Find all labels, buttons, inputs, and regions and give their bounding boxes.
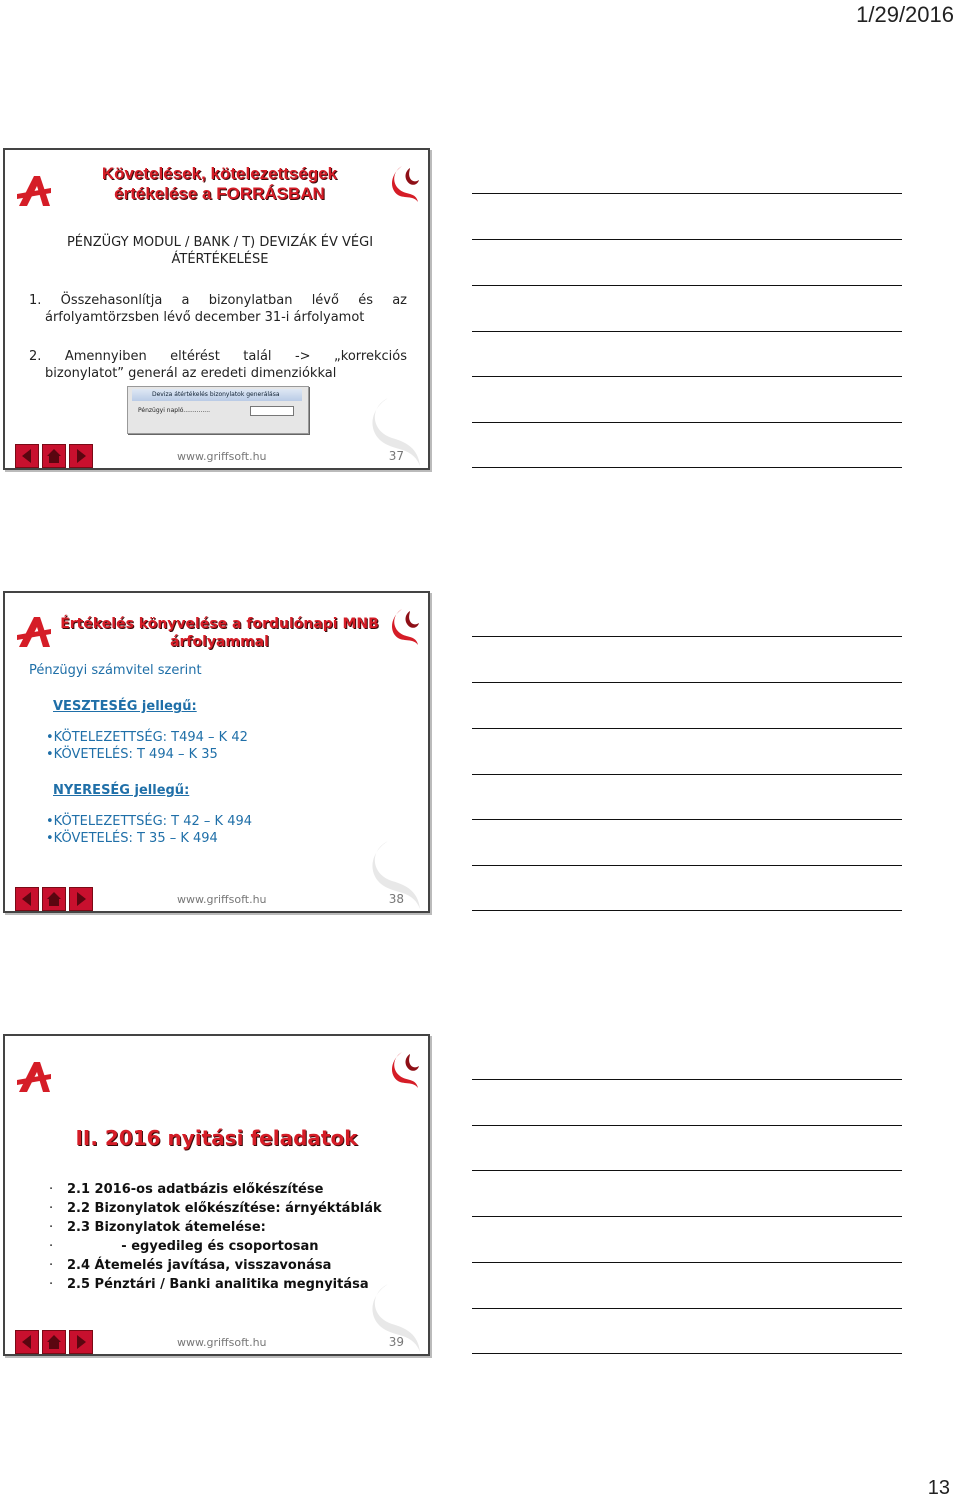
slide-number: 37 xyxy=(388,449,404,463)
dialog-field-label: Pénzügyi napló.............. xyxy=(138,407,211,414)
bullet-icon: · xyxy=(49,1239,54,1254)
list-item-line2: bizonylatot” generál az eredeti dimenziókkal xyxy=(45,366,337,381)
slide-number: 39 xyxy=(388,1335,404,1349)
prev-button[interactable] xyxy=(15,1330,39,1354)
home-icon xyxy=(43,888,65,910)
page-number: 13 xyxy=(927,1477,950,1499)
dialog-field-input[interactable] xyxy=(250,406,294,416)
note-line xyxy=(472,682,902,683)
menu-path-line2: ÁTÉRTÉKELÉSE xyxy=(171,252,269,267)
prev-arrow-icon xyxy=(16,888,38,910)
gain-list xyxy=(46,813,252,847)
list-item-line1: 2. Amennyiben eltérést talál -> „korrekciós xyxy=(29,349,407,364)
note-line xyxy=(472,1353,902,1354)
slide-subtitle: Pénzügyi számvitel szerint xyxy=(29,663,202,678)
list-item: · - egyedileg és csoportosan xyxy=(49,1239,319,1254)
slide-title xyxy=(55,164,384,204)
slide-title xyxy=(55,615,384,651)
list-item: · 2.2 Bizonylatok előkészítése: árnyéktáblák xyxy=(49,1201,382,1216)
slide-number: 38 xyxy=(388,892,404,906)
slide-title-line1: Értékelés könyvelése a fordulónapi MNB xyxy=(60,616,379,632)
note-line xyxy=(472,285,902,286)
page-date: 1/29/2016 xyxy=(856,2,954,27)
slide-title-line2: árfolyammal xyxy=(170,634,269,650)
note-line xyxy=(472,819,902,820)
home-button[interactable] xyxy=(42,444,66,468)
griffsoft-a-logo xyxy=(15,172,53,210)
dialog-screenshot xyxy=(127,386,309,434)
footer-url[interactable]: www.griffsoft.hu xyxy=(177,450,267,463)
prev-button[interactable] xyxy=(15,887,39,911)
list-item xyxy=(29,292,407,326)
note-line xyxy=(472,331,902,332)
bullet-icon: · xyxy=(49,1220,54,1235)
next-button[interactable] xyxy=(69,444,93,468)
note-line xyxy=(472,636,902,637)
menu-path xyxy=(35,234,405,268)
note-line xyxy=(472,1079,902,1080)
note-line xyxy=(472,1262,902,1263)
list-item: · 2.3 Bizonylatok átemelése: xyxy=(49,1220,266,1235)
note-line xyxy=(472,376,902,377)
list-item: •KÖTELEZETTSÉG: T 42 – K 494 xyxy=(46,814,253,829)
footer-url[interactable]: www.griffsoft.hu xyxy=(177,1336,267,1349)
note-line xyxy=(472,774,902,775)
menu-path-line1: PÉNZÜGY MODUL / BANK / T) DEVIZÁK ÉV VÉGI xyxy=(66,235,374,250)
prev-button[interactable] xyxy=(15,444,39,468)
note-line xyxy=(472,865,902,866)
list-item xyxy=(29,348,407,382)
list-item: •KÖVETELÉS: T 35 – K 494 xyxy=(46,831,218,846)
list-item: · 2.1 2016-os adatbázis előkészítése xyxy=(49,1182,324,1197)
slide-title-line2: értékelése a FORRÁSBAN xyxy=(114,184,325,203)
home-button[interactable] xyxy=(42,1330,66,1354)
home-icon xyxy=(43,1331,65,1353)
slide-nav xyxy=(15,887,93,911)
dialog-title: Deviza átértékelés bizonylatok generálása xyxy=(132,389,302,401)
note-line xyxy=(472,1308,902,1309)
list-item: •KÖVETELÉS: T 494 – K 35 xyxy=(46,747,218,762)
loss-list xyxy=(46,729,248,763)
note-line xyxy=(472,1216,902,1217)
next-arrow-icon xyxy=(70,1331,92,1353)
note-line xyxy=(472,193,902,194)
home-button[interactable] xyxy=(42,887,66,911)
note-line xyxy=(472,467,902,468)
next-arrow-icon xyxy=(70,445,92,467)
slide-title-line1: Követelések, kötelezettségek xyxy=(101,164,338,183)
slide-37 xyxy=(3,148,430,470)
prev-arrow-icon xyxy=(16,445,38,467)
slide-38 xyxy=(3,591,430,913)
griffin-swirl-logo xyxy=(388,1048,422,1096)
note-line xyxy=(472,728,902,729)
bullet-icon: · xyxy=(49,1277,54,1292)
note-line xyxy=(472,910,902,911)
next-button[interactable] xyxy=(69,1330,93,1354)
next-arrow-icon xyxy=(70,888,92,910)
footer-url[interactable]: www.griffsoft.hu xyxy=(177,893,267,906)
list-item-line2: árfolyamtörzsben lévő december 31-i árfolyamot xyxy=(45,310,365,325)
bullet-icon: · xyxy=(49,1258,54,1273)
griffin-swirl-logo xyxy=(388,162,422,210)
list-item-line1: 1. Összehasonlítja a bizonylatban lévő és az xyxy=(29,293,407,308)
list-item: · 2.5 Pénztári / Banki analitika megnyitása xyxy=(49,1277,369,1292)
loss-heading: VESZTESÉG jellegű: xyxy=(53,699,197,714)
bullet-icon: · xyxy=(49,1201,54,1216)
note-line xyxy=(472,1125,902,1126)
list-item: •KÖTELEZETTSÉG: T494 – K 42 xyxy=(46,730,248,745)
prev-arrow-icon xyxy=(16,1331,38,1353)
note-line xyxy=(472,239,902,240)
griffsoft-a-logo xyxy=(15,613,53,651)
slide-39 xyxy=(3,1034,430,1356)
list-item: · 2.4 Átemelés javítása, visszavonása xyxy=(49,1258,332,1273)
next-button[interactable] xyxy=(69,887,93,911)
slide-nav xyxy=(15,444,93,468)
griffsoft-a-logo xyxy=(15,1058,53,1096)
gain-heading: NYERESÉG jellegű: xyxy=(53,783,190,798)
note-line xyxy=(472,1170,902,1171)
bullet-icon: · xyxy=(49,1182,54,1197)
slide-nav xyxy=(15,1330,93,1354)
griffin-swirl-logo xyxy=(388,605,422,653)
home-icon xyxy=(43,445,65,467)
note-line xyxy=(472,422,902,423)
slide-title: II. 2016 nyitási feladatok xyxy=(75,1126,358,1150)
